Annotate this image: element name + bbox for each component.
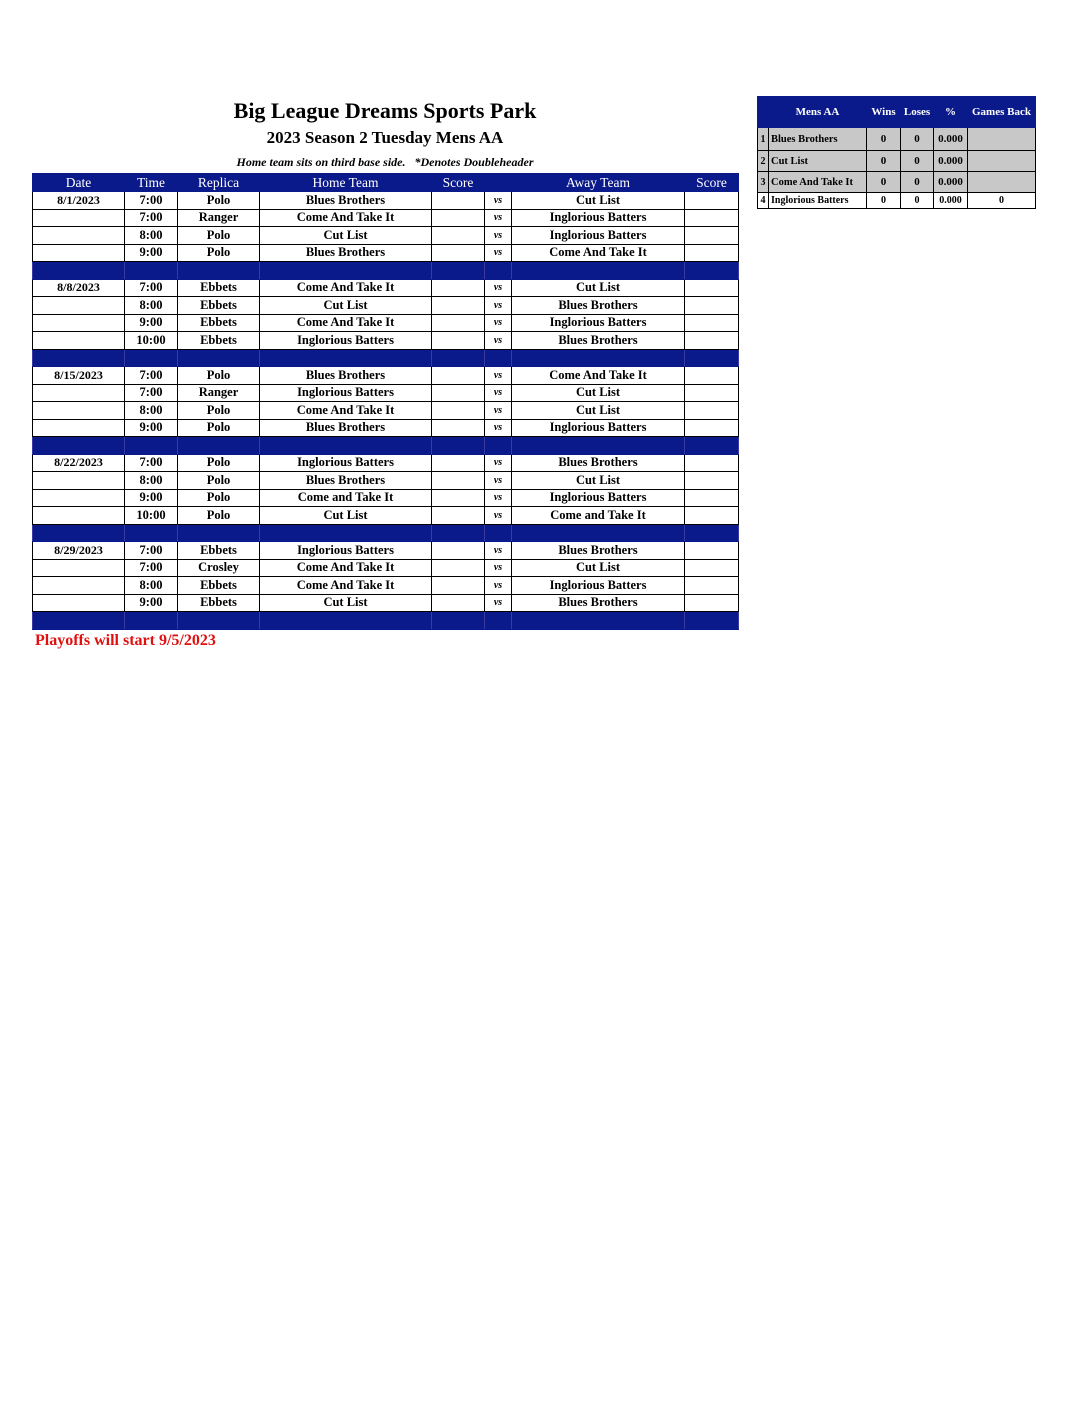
game-field: Polo	[178, 402, 260, 420]
game-date	[33, 559, 125, 577]
separator-cell	[685, 524, 739, 542]
game-time: 7:00	[125, 559, 178, 577]
week-separator	[33, 524, 739, 542]
away-team: Come and Take It	[512, 507, 685, 525]
away-team: Inglorious Batters	[512, 577, 685, 595]
game-field: Polo	[178, 192, 260, 210]
game-time: 8:00	[125, 577, 178, 595]
standings-team: Come And Take It	[769, 172, 867, 193]
standings-team: Cut List	[769, 151, 867, 172]
separator-cell	[178, 524, 260, 542]
game-time: 7:00	[125, 192, 178, 210]
separator-cell	[685, 349, 739, 367]
away-team: Come And Take It	[512, 244, 685, 262]
away-score	[685, 489, 739, 507]
vs-label: vs	[485, 332, 512, 350]
home-score	[432, 209, 485, 227]
home-score	[432, 314, 485, 332]
separator-cell	[125, 524, 178, 542]
standings-loses: 0	[901, 128, 934, 151]
game-field: Polo	[178, 489, 260, 507]
header-replica: Replica	[178, 174, 260, 192]
game-field: Ebbets	[178, 577, 260, 595]
home-team: Come And Take It	[260, 209, 432, 227]
separator-cell	[685, 262, 739, 280]
game-date	[33, 314, 125, 332]
game-field: Ebbets	[178, 297, 260, 315]
away-score	[685, 472, 739, 490]
away-score	[685, 244, 739, 262]
game-row	[33, 472, 739, 490]
schedule-note: Home team sits on third base side. *Denotes Doubleheader	[236, 155, 534, 169]
away-team: Cut List	[512, 384, 685, 402]
standings-pct: 0.000	[934, 128, 968, 151]
game-time: 9:00	[125, 244, 178, 262]
vs-label: vs	[485, 472, 512, 490]
separator-cell	[485, 349, 512, 367]
home-score	[432, 559, 485, 577]
standings-header-row	[758, 97, 1036, 128]
page-subtitle: 2023 Season 2 Tuesday Mens AA	[266, 128, 504, 147]
game-date	[33, 489, 125, 507]
home-team: Cut List	[260, 227, 432, 245]
game-row	[33, 297, 739, 315]
home-team: Blues Brothers	[260, 244, 432, 262]
separator-cell	[33, 262, 125, 280]
away-team: Cut List	[512, 559, 685, 577]
away-score	[685, 559, 739, 577]
home-team: Cut List	[260, 507, 432, 525]
away-team: Cut List	[512, 192, 685, 210]
header-home-score: Score	[432, 174, 485, 192]
separator-cell	[178, 262, 260, 280]
standings-pct: 0.000	[934, 172, 968, 193]
away-team: Blues Brothers	[512, 542, 685, 560]
standings-rank: 1	[758, 128, 769, 151]
standings-pct: 0.000	[934, 151, 968, 172]
header-home-team: Home Team	[260, 174, 432, 192]
standings-pct: 0.000	[934, 193, 968, 209]
game-date	[33, 577, 125, 595]
vs-label: vs	[485, 577, 512, 595]
away-score	[685, 594, 739, 612]
game-time: 7:00	[125, 454, 178, 472]
home-score	[432, 419, 485, 437]
standings-wins: 0	[867, 172, 901, 193]
standings-rank: 3	[758, 172, 769, 193]
schedule-table	[32, 173, 739, 630]
game-time: 7:00	[125, 367, 178, 385]
away-score	[685, 419, 739, 437]
home-score	[432, 227, 485, 245]
separator-cell	[125, 262, 178, 280]
standings-games-back	[968, 151, 1036, 172]
game-time: 7:00	[125, 384, 178, 402]
away-score	[685, 332, 739, 350]
game-date: 8/22/2023	[33, 454, 125, 472]
game-time: 9:00	[125, 314, 178, 332]
separator-cell	[178, 437, 260, 455]
home-score	[432, 507, 485, 525]
game-row	[33, 419, 739, 437]
game-time: 8:00	[125, 472, 178, 490]
game-date	[33, 384, 125, 402]
game-row	[33, 244, 739, 262]
separator-cell	[178, 612, 260, 630]
standings-games-back: 0	[968, 193, 1036, 209]
away-score	[685, 577, 739, 595]
vs-label: vs	[485, 419, 512, 437]
separator-cell	[485, 524, 512, 542]
separator-cell	[260, 262, 432, 280]
separator-cell	[33, 524, 125, 542]
game-field: Ebbets	[178, 594, 260, 612]
game-field: Ebbets	[178, 279, 260, 297]
standings-row	[758, 128, 1036, 151]
home-team: Inglorious Batters	[260, 332, 432, 350]
home-team: Come And Take It	[260, 559, 432, 577]
home-team: Come and Take It	[260, 489, 432, 507]
vs-label: vs	[485, 542, 512, 560]
game-row	[33, 594, 739, 612]
away-team: Blues Brothers	[512, 297, 685, 315]
standings-loses: 0	[901, 172, 934, 193]
separator-cell	[685, 612, 739, 630]
game-time: 10:00	[125, 332, 178, 350]
game-row	[33, 367, 739, 385]
home-team: Blues Brothers	[260, 367, 432, 385]
vs-label: vs	[485, 489, 512, 507]
game-field: Ranger	[178, 209, 260, 227]
game-row	[33, 314, 739, 332]
standings-header-loses: Loses	[901, 97, 934, 128]
home-team: Blues Brothers	[260, 472, 432, 490]
home-score	[432, 402, 485, 420]
standings-team: Inglorious Batters	[769, 193, 867, 209]
standings-team: Blues Brothers	[769, 128, 867, 151]
standings-wins: 0	[867, 193, 901, 209]
standings-table	[757, 96, 1036, 209]
home-score	[432, 594, 485, 612]
game-row	[33, 402, 739, 420]
game-row	[33, 542, 739, 560]
away-score	[685, 297, 739, 315]
separator-cell	[485, 262, 512, 280]
home-score	[432, 332, 485, 350]
vs-label: vs	[485, 279, 512, 297]
game-field: Polo	[178, 507, 260, 525]
standings-games-back	[968, 128, 1036, 151]
home-score	[432, 297, 485, 315]
vs-label: vs	[485, 192, 512, 210]
game-row	[33, 577, 739, 595]
vs-label: vs	[485, 314, 512, 332]
game-row	[33, 454, 739, 472]
separator-cell	[432, 262, 485, 280]
vs-label: vs	[485, 367, 512, 385]
home-score	[432, 454, 485, 472]
separator-cell	[485, 612, 512, 630]
home-team: Cut List	[260, 297, 432, 315]
away-score	[685, 507, 739, 525]
separator-cell	[432, 349, 485, 367]
separator-cell	[125, 612, 178, 630]
standings-loses: 0	[901, 193, 934, 209]
game-time: 7:00	[125, 542, 178, 560]
home-team: Inglorious Batters	[260, 384, 432, 402]
away-team: Blues Brothers	[512, 594, 685, 612]
game-date	[33, 227, 125, 245]
game-time: 9:00	[125, 419, 178, 437]
game-row	[33, 384, 739, 402]
standings-row	[758, 172, 1036, 193]
separator-cell	[260, 349, 432, 367]
game-field: Polo	[178, 244, 260, 262]
separator-cell	[512, 524, 685, 542]
home-team: Blues Brothers	[260, 192, 432, 210]
vs-label: vs	[485, 297, 512, 315]
header-vs	[485, 174, 512, 192]
game-time: 7:00	[125, 279, 178, 297]
game-date	[33, 419, 125, 437]
game-field: Polo	[178, 227, 260, 245]
schedule-header-row	[33, 174, 739, 192]
game-field: Polo	[178, 454, 260, 472]
game-field: Ebbets	[178, 332, 260, 350]
away-score	[685, 209, 739, 227]
away-score	[685, 384, 739, 402]
game-row	[33, 559, 739, 577]
away-team: Cut List	[512, 279, 685, 297]
home-team: Come And Take It	[260, 279, 432, 297]
game-time: 8:00	[125, 297, 178, 315]
vs-label: vs	[485, 244, 512, 262]
home-score	[432, 489, 485, 507]
game-row	[33, 209, 739, 227]
home-team: Cut List	[260, 594, 432, 612]
game-time: 9:00	[125, 594, 178, 612]
separator-cell	[178, 349, 260, 367]
game-date	[33, 209, 125, 227]
standings-header-pct: %	[934, 97, 968, 128]
game-time: 8:00	[125, 227, 178, 245]
home-score	[432, 472, 485, 490]
vs-label: vs	[485, 454, 512, 472]
separator-cell	[512, 262, 685, 280]
standings-games-back	[968, 172, 1036, 193]
separator-cell	[33, 437, 125, 455]
page-title: Big League Dreams Sports Park	[233, 98, 537, 123]
standings-rank: 2	[758, 151, 769, 172]
away-score	[685, 279, 739, 297]
separator-cell	[685, 437, 739, 455]
standings-row	[758, 193, 1036, 209]
game-date: 8/1/2023	[33, 192, 125, 210]
vs-label: vs	[485, 559, 512, 577]
game-time: 8:00	[125, 402, 178, 420]
home-score	[432, 542, 485, 560]
home-team: Inglorious Batters	[260, 542, 432, 560]
home-team: Come And Take It	[260, 314, 432, 332]
separator-cell	[260, 524, 432, 542]
week-separator	[33, 262, 739, 280]
separator-cell	[512, 349, 685, 367]
away-score	[685, 192, 739, 210]
game-field: Polo	[178, 472, 260, 490]
away-team: Inglorious Batters	[512, 419, 685, 437]
home-score	[432, 577, 485, 595]
header-time: Time	[125, 174, 178, 192]
home-score	[432, 367, 485, 385]
separator-cell	[125, 349, 178, 367]
separator-cell	[125, 437, 178, 455]
vs-label: vs	[485, 209, 512, 227]
game-row	[33, 489, 739, 507]
game-row	[33, 279, 739, 297]
standings-loses: 0	[901, 151, 934, 172]
week-separator	[33, 437, 739, 455]
vs-label: vs	[485, 507, 512, 525]
game-row	[33, 192, 739, 210]
standings-header-wins: Wins	[867, 97, 901, 128]
game-date: 8/15/2023	[33, 367, 125, 385]
separator-cell	[512, 612, 685, 630]
game-field: Polo	[178, 367, 260, 385]
away-team: Come And Take It	[512, 367, 685, 385]
vs-label: vs	[485, 402, 512, 420]
game-field: Polo	[178, 419, 260, 437]
standings-header-rank	[758, 97, 769, 128]
separator-cell	[432, 524, 485, 542]
standings-wins: 0	[867, 128, 901, 151]
game-date	[33, 402, 125, 420]
standings-header-league: Mens AA	[769, 97, 867, 128]
separator-cell	[432, 437, 485, 455]
header-away-score: Score	[685, 174, 739, 192]
game-date: 8/8/2023	[33, 279, 125, 297]
game-date	[33, 472, 125, 490]
game-time: 7:00	[125, 209, 178, 227]
home-score	[432, 279, 485, 297]
game-row	[33, 507, 739, 525]
game-field: Ranger	[178, 384, 260, 402]
header-date: Date	[33, 174, 125, 192]
header-away-team: Away Team	[512, 174, 685, 192]
week-separator	[33, 612, 739, 630]
away-team: Cut List	[512, 402, 685, 420]
away-score	[685, 454, 739, 472]
vs-label: vs	[485, 594, 512, 612]
away-team: Inglorious Batters	[512, 314, 685, 332]
separator-cell	[485, 437, 512, 455]
game-date	[33, 332, 125, 350]
game-date	[33, 507, 125, 525]
separator-cell	[260, 437, 432, 455]
home-score	[432, 384, 485, 402]
home-team: Blues Brothers	[260, 419, 432, 437]
vs-label: vs	[485, 227, 512, 245]
away-score	[685, 542, 739, 560]
standings-body	[758, 128, 1036, 209]
standings-wins: 0	[867, 151, 901, 172]
game-date: 8/29/2023	[33, 542, 125, 560]
game-date	[33, 244, 125, 262]
home-score	[432, 192, 485, 210]
standings-rank: 4	[758, 193, 769, 209]
home-team: Come And Take It	[260, 577, 432, 595]
playoffs-notice: Playoffs will start 9/5/2023	[35, 632, 216, 649]
standings-header-games-back: Games Back	[968, 97, 1036, 128]
week-separator	[33, 349, 739, 367]
away-team: Blues Brothers	[512, 454, 685, 472]
vs-label: vs	[485, 384, 512, 402]
away-score	[685, 314, 739, 332]
game-field: Ebbets	[178, 314, 260, 332]
separator-cell	[260, 612, 432, 630]
away-team: Inglorious Batters	[512, 489, 685, 507]
game-time: 9:00	[125, 489, 178, 507]
game-time: 10:00	[125, 507, 178, 525]
separator-cell	[432, 612, 485, 630]
game-date	[33, 297, 125, 315]
game-date	[33, 594, 125, 612]
standings-row	[758, 151, 1036, 172]
home-team: Come And Take It	[260, 402, 432, 420]
away-score	[685, 402, 739, 420]
game-row	[33, 227, 739, 245]
home-score	[432, 244, 485, 262]
game-field: Ebbets	[178, 542, 260, 560]
separator-cell	[33, 349, 125, 367]
game-field: Crosley	[178, 559, 260, 577]
away-team: Blues Brothers	[512, 332, 685, 350]
game-row	[33, 332, 739, 350]
away-score	[685, 367, 739, 385]
home-team: Inglorious Batters	[260, 454, 432, 472]
separator-cell	[33, 612, 125, 630]
away-team: Inglorious Batters	[512, 227, 685, 245]
away-score	[685, 227, 739, 245]
away-team: Inglorious Batters	[512, 209, 685, 227]
schedule-body	[33, 192, 739, 630]
separator-cell	[512, 437, 685, 455]
away-team: Cut List	[512, 472, 685, 490]
